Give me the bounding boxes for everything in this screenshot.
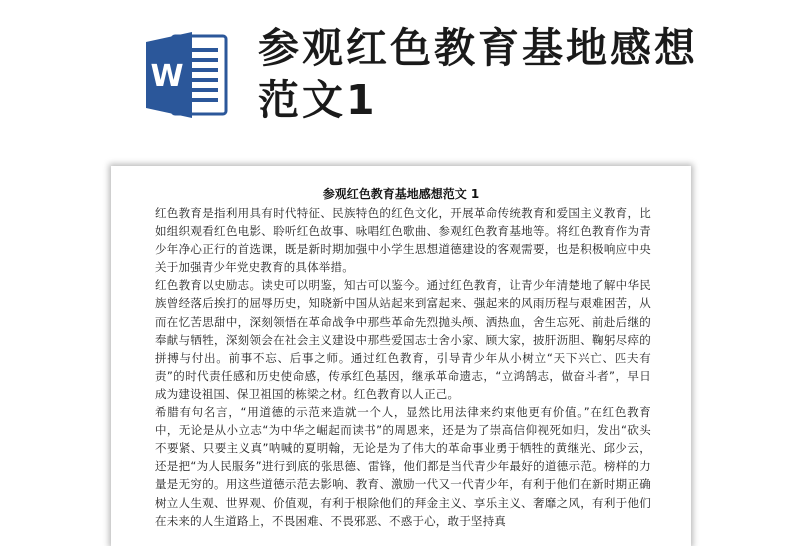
word-document-icon	[146, 30, 228, 120]
page-title: 参观红色教育基地感想范文1	[258, 24, 698, 124]
paragraph: 红色教育是指利用具有时代特征、民族特色的红色文化，开展革命传统教育和爱国主义教育，比如组织观看红色电影、聆听红色故事、咏唱红色歌曲、参观红色教育基地等。将红色教育作为青少年净心正行的首选课，既是新时期加强中小学生思想道德建设的客观需要，也是积极响应中央关于加强青少年党史教育的具体举措。	[155, 206, 651, 275]
word-icon-letter: W	[150, 59, 184, 94]
document-body	[155, 204, 651, 530]
paragraph: 希腊有句名言，“用道德的示范来造就一个人，显然比用法律来约束他更有价值。”在红色教育中，无论是从小立志“为中华之崛起而读书”的周恩来，还是为了崇高信仰视死如归，发出“砍头不要紧、只要主义真”呐喊的夏明翰，无论是为了伟大的革命事业勇于牺牲的黄继光、邱少云，还是把“为人民服务”进行到底的张思德、雷锋，他们都是当代青少年最好的道德示范。榜样的力量是无穷的。用这些道德示范去影响、教育、激励一代又一代青少年，有利于他们在新时期正确树立人生观、世界观、价值观，有利于根除他们的拜金主义、享乐主义、奢靡之风，有利于他们在未来的人生道路上，不畏困难、不畏邪恶、不惑于心，敢于坚持真	[155, 405, 651, 528]
header	[0, 0, 800, 160]
document-page[interactable]	[111, 166, 691, 546]
paragraph: 红色教育以史励志。读史可以明鉴，知古可以鉴今。通过红色教育，让青少年清楚地了解中华民族曾经落后挨打的屈辱历史，知晓新中国从站起来到富起来、强起来的风雨历程与艰难困苦，从而在忆苦思甜中，深刻领悟在革命战争中那些革命先烈抛头颅、洒热血，舍生忘死、前赴后继的奉献与牺牲，深刻领会在社会主义建设中那些爱国志士舍小家、顾大家，披肝沥胆、鞠躬尽瘁的拼搏与付出。前事不忘、后事之师。通过红色教育，引导青少年从小树立“天下兴亡、匹夫有责”的时代责任感和历史使命感，传承红色基因，继承革命遗志，“立鸿鹄志，做奋斗者”，早日成为建设祖国、保卫祖国的栋梁之材。红色教育以人正己。	[155, 278, 651, 401]
document-title: 参观红色教育基地感想范文 1	[322, 187, 480, 201]
